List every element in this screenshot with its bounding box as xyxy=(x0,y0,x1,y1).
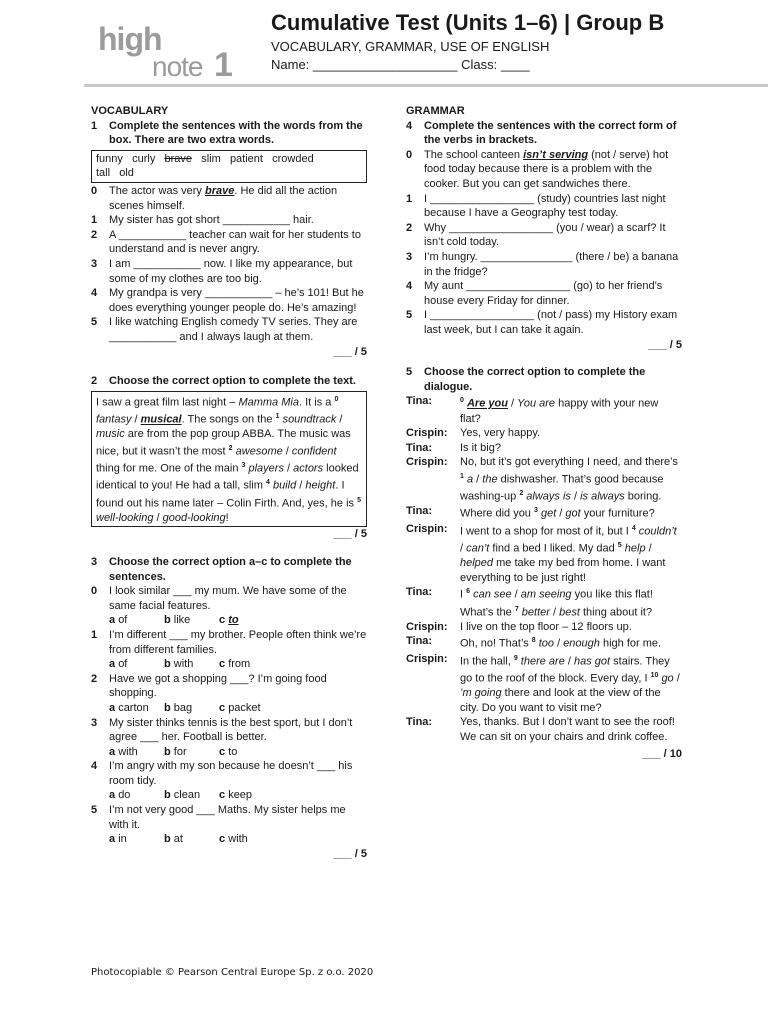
option-b[interactable] xyxy=(164,701,219,716)
option-text: in xyxy=(118,833,127,846)
ex1-item-1[interactable]: 1 My sister has got short ___________ hair. xyxy=(91,214,314,227)
option-letter: a xyxy=(109,745,116,758)
item-number: 5 xyxy=(91,804,98,817)
option-b[interactable]: best xyxy=(559,606,580,619)
option-c[interactable] xyxy=(219,657,250,672)
gap-number: 2 xyxy=(519,490,524,498)
dialogue-text xyxy=(460,620,682,635)
ex3-list xyxy=(91,584,367,847)
dialogue-line xyxy=(406,715,682,744)
ex4-item-3[interactable]: 3 I’m hungry. _______________ (there / be) a banana in the fridge? xyxy=(406,250,679,278)
ex4-item-2[interactable]: 2 Why _________________ (you / wear) a scarf? It isn’t cold today. xyxy=(406,221,666,249)
option-a[interactable]: always is xyxy=(526,490,571,503)
option-a[interactable]: help xyxy=(624,542,646,555)
dialogue-text xyxy=(460,394,682,426)
line-text: Oh, no! That’s xyxy=(460,638,532,651)
right-column xyxy=(406,104,682,761)
option-text: with xyxy=(228,833,248,846)
left-column xyxy=(91,104,367,861)
option-b[interactable]: am seeing xyxy=(520,589,572,601)
gap-number: 7 xyxy=(514,605,519,613)
line-text: I live on the top floor – 12 floors up. xyxy=(460,620,632,633)
line-text: Yes, very happy. xyxy=(460,427,541,440)
option-letter: b xyxy=(164,701,171,714)
option-separator: / xyxy=(460,542,467,555)
dialogue-line xyxy=(406,522,682,586)
option-b[interactable] xyxy=(164,745,219,760)
option-text: like xyxy=(173,614,191,627)
option-separator: / xyxy=(507,397,518,410)
option-separator: / xyxy=(511,589,521,601)
ex3-item-0 xyxy=(91,584,367,613)
exercise-3-instruction: 3 Choose the correct option a–c to complete the sentences. xyxy=(91,555,352,583)
line-text: I went to a shop for most of it, but I xyxy=(460,525,632,538)
ex3-item-1 xyxy=(91,628,367,657)
ex3-options-5 xyxy=(91,832,367,847)
item-number: 4 xyxy=(91,760,98,773)
item-text: I’m angry with my son because he doesn’t ___ his room tidy. xyxy=(109,760,353,787)
option-separator: / xyxy=(673,672,680,685)
line-text: you like this flat! What’s the xyxy=(460,589,653,619)
option-text: with xyxy=(118,745,138,758)
test-subtitle: VOCABULARY, GRAMMAR, USE OF ENGLISH xyxy=(271,39,550,54)
dialogue-line xyxy=(406,394,682,426)
option-c[interactable] xyxy=(219,701,261,716)
dialogue-text xyxy=(460,585,682,620)
option-separator: / xyxy=(549,606,560,619)
option-a[interactable]: a xyxy=(466,473,474,486)
dialogue-text xyxy=(460,426,682,441)
speaker-name: Tina: xyxy=(406,716,433,729)
option-separator: / xyxy=(645,542,652,555)
line-text: high for me. xyxy=(599,638,662,651)
option-text: packet xyxy=(228,701,261,714)
gap-number: 0 xyxy=(460,397,464,405)
line-text: Yes, thanks. But I don’t want to see the roof! We can sit on your chairs and drink coffee. xyxy=(460,716,675,743)
section-heading-vocabulary: VOCABULARY xyxy=(91,105,169,117)
gap-number: 5 xyxy=(617,541,622,549)
option-text: for xyxy=(173,745,187,758)
line-text: Is it big? xyxy=(460,441,501,454)
ex3-options-2 xyxy=(91,701,367,716)
name-label: Name: xyxy=(271,57,313,72)
line-text: find a bed I liked. My dad xyxy=(489,542,618,555)
class-field[interactable]: ____ xyxy=(500,57,530,72)
ex3-options-0 xyxy=(91,613,367,628)
option-text: of xyxy=(118,658,128,671)
speaker-name: Tina: xyxy=(406,586,433,599)
dialogue-line xyxy=(406,426,682,441)
option-c[interactable] xyxy=(219,832,248,847)
option-letter: b xyxy=(164,833,171,846)
section-heading-grammar: GRAMMAR xyxy=(406,105,465,117)
dialogue-text xyxy=(460,441,682,456)
option-text: to xyxy=(228,614,239,627)
option-text: carton xyxy=(118,701,149,714)
speaker-name: Crispin: xyxy=(406,427,448,440)
option-a[interactable] xyxy=(109,657,164,672)
ex4-item-0: 0 The school canteen isn’t serving (not / serve) hot food today because there is a problem with the cooker. But you can get sandwiches there. xyxy=(406,148,669,190)
option-letter: c xyxy=(219,701,226,714)
logo-number: 1 xyxy=(214,46,233,82)
option-a[interactable]: there are xyxy=(520,655,565,668)
dialogue-line xyxy=(406,585,682,620)
dialogue-text xyxy=(460,652,682,716)
line-text: there and look at the view of the city. Do you want to visit me? xyxy=(460,687,661,714)
option-letter: c xyxy=(219,833,226,846)
item-number: 0 xyxy=(91,585,98,598)
option-b[interactable]: is always xyxy=(580,490,625,503)
ex4-item-5[interactable]: 5 I _________________ (not / pass) my History exam last week, but I can take it again. xyxy=(406,309,678,336)
option-b[interactable]: You are xyxy=(517,397,556,410)
option-a[interactable] xyxy=(109,832,164,847)
exercise-2-instruction: 2 Choose the correct option to complete the text. xyxy=(91,375,356,388)
exercise-1-instruction: 1 Complete the sentences with the words from the box. There are two extra words. xyxy=(91,119,363,147)
ex1-score[interactable]: ___ / 5 xyxy=(333,345,367,358)
ex1-item-3[interactable]: 3 I am ___________ now. I like my appearance, but some of my clothes are too big. xyxy=(91,257,353,285)
copyright-footer: Photocopiable © Pearson Central Europe Sp. z o.o. 2020 xyxy=(91,967,374,978)
option-text: clean xyxy=(173,789,201,802)
option-text: from xyxy=(228,658,251,671)
option-text: with xyxy=(173,658,194,671)
option-text: of xyxy=(118,614,128,627)
option-c[interactable] xyxy=(219,613,239,628)
option-letter: c xyxy=(219,658,226,671)
name-class-line xyxy=(271,57,530,72)
option-letter: a xyxy=(109,789,116,802)
word-box: funny curly brave slim patient crowded tall old xyxy=(91,150,367,183)
ex3-item-5 xyxy=(91,803,367,832)
ex4-item-1[interactable]: 1 I _________________ (study) countries last night because I have a Geography test today. xyxy=(406,192,666,220)
line-text: stairs. They go to the roof of the block. Every day, I xyxy=(460,655,670,685)
option-separator: / xyxy=(564,655,574,668)
option-a[interactable]: better xyxy=(521,606,550,619)
option-letter: c xyxy=(219,745,226,758)
gap-number: 4 xyxy=(631,524,636,532)
option-a[interactable]: too xyxy=(538,638,555,651)
option-separator: / xyxy=(554,638,564,651)
gap-number: 1 xyxy=(460,472,464,480)
item-number: 2 xyxy=(91,672,98,685)
speaker-name: Crispin: xyxy=(406,456,448,469)
option-separator: / xyxy=(473,473,483,486)
option-a[interactable]: couldn’t xyxy=(638,525,677,538)
dialogue-text xyxy=(460,634,682,651)
option-letter: c xyxy=(219,614,226,627)
option-c[interactable] xyxy=(219,745,237,760)
option-b[interactable]: can’t xyxy=(466,542,490,555)
option-a[interactable] xyxy=(109,613,164,628)
logo-text-high: high xyxy=(98,21,162,57)
ex2-score[interactable]: ___ / 5 xyxy=(333,528,367,541)
speaker-name: Tina: xyxy=(406,441,433,454)
option-letter: b xyxy=(164,745,171,758)
option-letter: b xyxy=(164,789,171,802)
option-text: to xyxy=(228,745,238,758)
gap-number: 8 xyxy=(531,637,536,645)
ex4-item-4[interactable]: 4 My aunt _________________ (go) to her friend’s house every Friday for dinner. xyxy=(406,280,663,307)
option-separator: / xyxy=(570,490,581,503)
dialogue-line xyxy=(406,455,682,504)
logo-text-note: note xyxy=(152,51,203,82)
speaker-name: Crispin: xyxy=(406,652,448,665)
ex1-item-2[interactable]: 2 A ___________ teacher can wait for her students to understand and is never angry. xyxy=(91,228,361,256)
option-text: keep xyxy=(228,789,253,802)
test-title: Cumulative Test (Units 1–6) | Group B xyxy=(271,10,665,35)
dialogue-line xyxy=(406,441,682,456)
option-a[interactable]: go xyxy=(661,672,674,685)
option-letter: b xyxy=(164,658,171,671)
speaker-name: Tina: xyxy=(406,395,433,408)
line-text: your furniture? xyxy=(580,508,655,521)
exercise-4-instruction: 4 Complete the sentences with the correct form of the verbs in brackets. xyxy=(406,119,677,147)
gap-number: 9 xyxy=(513,654,518,662)
line-text: dishwasher. That’s good because washing-up xyxy=(460,473,664,503)
page-header xyxy=(0,0,768,90)
high-note-logo xyxy=(96,20,246,82)
option-b[interactable]: helped xyxy=(460,557,494,570)
option-a[interactable]: get xyxy=(540,508,557,521)
option-b[interactable] xyxy=(164,832,219,847)
speaker-name: Tina: xyxy=(406,635,433,648)
ex1-item-5[interactable]: 5 I like watching English comedy TV series. They are ___________ and I always laugh at them. xyxy=(91,316,358,343)
option-a[interactable] xyxy=(109,788,164,803)
line-text: boring. xyxy=(624,490,662,503)
line-text: me take my bed from home. I want everything to be just right! xyxy=(460,557,666,584)
option-letter: b xyxy=(164,614,171,627)
line-text: In the hall, xyxy=(460,655,514,668)
option-a[interactable]: can see xyxy=(473,589,512,601)
option-letter: a xyxy=(109,833,116,846)
option-text: do xyxy=(118,789,131,802)
option-b[interactable] xyxy=(164,657,219,672)
option-text: bag xyxy=(173,701,193,714)
item-text: My sister thinks tennis is the best sport, but I don’t agree ___ her. Football is better. xyxy=(109,716,353,744)
option-separator: / xyxy=(556,508,566,521)
ex3-options-4 xyxy=(91,788,367,803)
item-text: I’m different ___ my brother. People often think we’re from different families. xyxy=(109,628,367,656)
ex3-score[interactable]: ___ / 5 xyxy=(333,847,367,860)
speaker-name: Crispin: xyxy=(406,522,448,535)
dialogue-line xyxy=(406,620,682,635)
gap-number: 10 xyxy=(650,671,659,679)
option-b[interactable]: ’m going xyxy=(460,687,502,700)
speaker-name: Crispin: xyxy=(406,620,448,633)
ex3-options-3 xyxy=(91,745,367,760)
option-b[interactable] xyxy=(164,788,219,803)
option-text: at xyxy=(173,833,183,846)
name-field[interactable]: ____________________ xyxy=(312,57,458,72)
ex5-dialogue xyxy=(406,394,682,744)
option-letter: a xyxy=(109,658,116,671)
line-text: Where did you xyxy=(460,508,534,521)
gap-number: 6 xyxy=(466,588,471,596)
line-text: happy with your new flat? xyxy=(460,397,659,425)
option-letter: a xyxy=(109,701,116,714)
ex3-item-3 xyxy=(91,716,367,745)
header-divider xyxy=(84,84,768,87)
dialogue-text xyxy=(460,455,682,504)
option-letter: a xyxy=(109,614,116,627)
ex2-text-box: I saw a great film last night – Mamma Mia. It is a $^0$ fantasy / musical. The songs on the $^1$ soundtrack / music are from the pop group ABBA. The music was nice, but it wasn’t the most $^2$ awesome / confident thing for me. One of the main $^3$ players / actors looked identical to you! He had a tall, slim $^4$ build / height. I found out his name later – Colin Firth. And, yes, he is $^5$ well-looking / good-looking! xyxy=(91,391,367,528)
item-number: 1 xyxy=(91,628,98,641)
option-b[interactable]: has got xyxy=(574,655,611,668)
option-b[interactable] xyxy=(164,613,219,628)
option-b[interactable]: got xyxy=(565,508,581,521)
dialogue-line xyxy=(406,634,682,651)
option-b[interactable]: enough xyxy=(563,638,600,651)
ex1-item-4[interactable]: 4 My grandpa is very ___________ – he’s 101! But he does everything younger people do. He’s amazing! xyxy=(91,287,364,314)
dialogue-text xyxy=(460,522,682,586)
dialogue-line xyxy=(406,504,682,521)
item-text: I look similar ___ my mum. We have some of the same facial features. xyxy=(109,585,347,612)
ex3-options-1 xyxy=(91,657,367,672)
option-a[interactable] xyxy=(109,745,164,760)
speaker-name: Tina: xyxy=(406,505,433,518)
option-b[interactable]: the xyxy=(482,473,498,486)
option-letter: c xyxy=(219,789,226,802)
dialogue-text xyxy=(460,504,682,521)
line-text: No, but it’s got everything I need, and there’s xyxy=(460,456,678,469)
item-number: 3 xyxy=(91,716,98,729)
ex5-score[interactable]: ___ / 10 xyxy=(642,747,682,760)
dialogue-text xyxy=(460,715,682,744)
dialogue-line xyxy=(406,652,682,716)
gap-number: 3 xyxy=(533,507,538,515)
item-text: Have we got a shopping ___? I’m going food shopping. xyxy=(109,672,327,700)
ex3-item-4 xyxy=(91,759,367,788)
ex4-score[interactable]: ___ / 5 xyxy=(648,338,682,351)
line-text: I xyxy=(460,589,467,601)
option-a[interactable]: Are you xyxy=(466,397,508,410)
ex1-item-0: 0 The actor was very brave. He did all the action scenes himself. xyxy=(91,184,338,212)
line-text: thing about it? xyxy=(579,606,653,619)
exercise-5-instruction: 5 Choose the correct option to complete the dialogue. xyxy=(406,366,646,393)
ex3-item-2 xyxy=(91,672,367,701)
option-a[interactable] xyxy=(109,701,164,716)
option-c[interactable] xyxy=(219,788,252,803)
class-label: Class: xyxy=(457,57,501,72)
item-text: I’m not very good ___ Maths. My sister helps me with it. xyxy=(109,804,346,831)
